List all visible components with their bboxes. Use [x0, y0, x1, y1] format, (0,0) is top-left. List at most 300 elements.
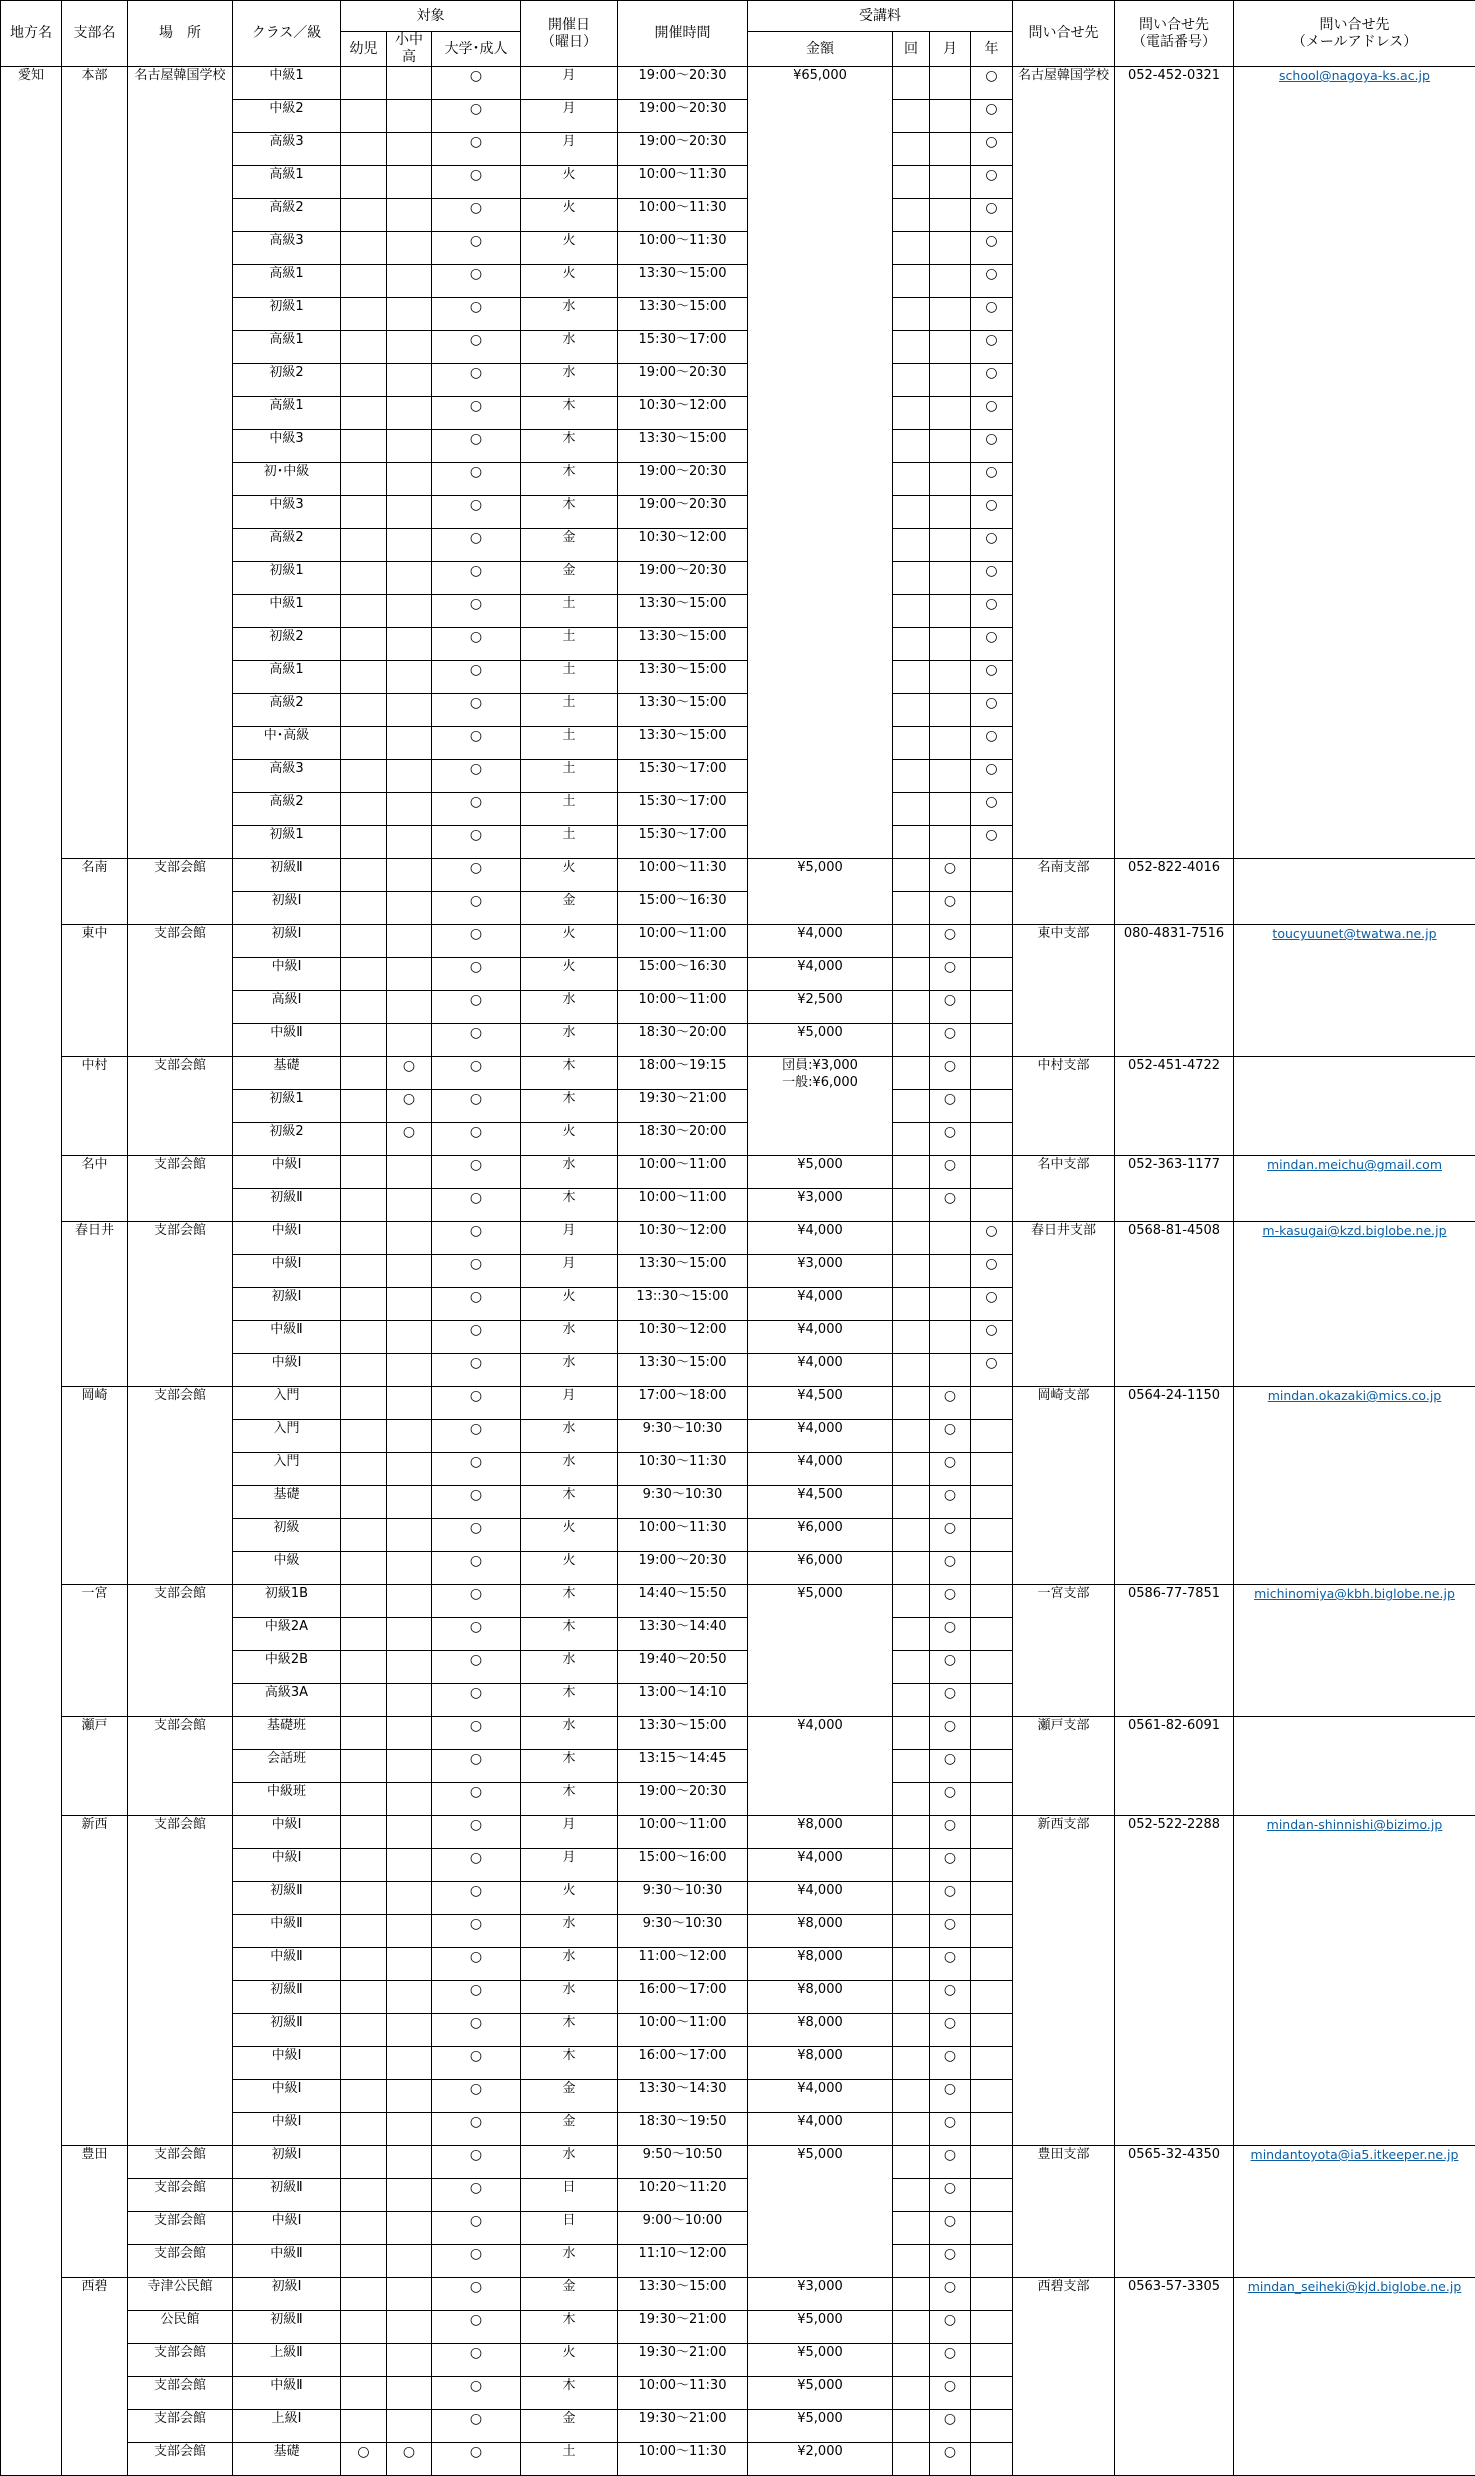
time-cell: 13:30～14:40 — [618, 1618, 748, 1651]
fee-per-month-mark: ○ — [930, 2311, 971, 2344]
time-cell: 10:00～11:30 — [618, 199, 748, 232]
target-child-mark — [341, 2212, 387, 2245]
time-cell: 10:00～11:30 — [618, 2443, 748, 2476]
time-cell: 15:30～17:00 — [618, 826, 748, 859]
class-cell: 基礎 — [233, 1057, 341, 1090]
time-cell: 10:00～11:30 — [618, 1519, 748, 1552]
time-cell: 15:00～16:30 — [618, 892, 748, 925]
target-child-mark — [341, 364, 387, 397]
class-cell: 初級1 — [233, 562, 341, 595]
target-child-mark — [341, 1717, 387, 1750]
time-cell: 10:00～11:00 — [618, 925, 748, 958]
fee-per-year-mark: ○ — [971, 397, 1013, 430]
target-adult-mark: ○ — [432, 826, 521, 859]
fee-per-year-mark: ○ — [971, 133, 1013, 166]
fee-amount-cell: ¥4,000 — [748, 2080, 893, 2113]
target-child-mark — [341, 1651, 387, 1684]
target-adult-mark: ○ — [432, 1222, 521, 1255]
target-adult-mark: ○ — [432, 1189, 521, 1222]
day-cell: 木 — [521, 397, 618, 430]
fee-per-session-mark — [893, 2278, 930, 2311]
class-cell: 中級Ⅱ — [233, 2377, 341, 2410]
fee-per-year-mark — [971, 1717, 1013, 1750]
target-child-mark — [341, 1354, 387, 1387]
time-cell: 13:30～15:00 — [618, 265, 748, 298]
class-cell: 中級3 — [233, 430, 341, 463]
fee-per-month-mark: ○ — [930, 2443, 971, 2476]
fee-per-month-mark — [930, 1354, 971, 1387]
time-cell: 19:00～20:30 — [618, 1783, 748, 1816]
fee-per-session-mark — [893, 1519, 930, 1552]
contact-email-link[interactable]: mindan-shinnishi@bizimo.jp — [1267, 1817, 1443, 1832]
time-cell: 10:00～11:30 — [618, 859, 748, 892]
target-school-mark — [387, 100, 432, 133]
target-school-mark — [387, 1519, 432, 1552]
target-adult-mark: ○ — [432, 892, 521, 925]
time-cell: 13:30～15:00 — [618, 727, 748, 760]
target-child-mark — [341, 595, 387, 628]
class-cell: 初級Ⅱ — [233, 2311, 341, 2344]
fee-per-month-mark: ○ — [930, 1123, 971, 1156]
fee-per-year-mark — [971, 2179, 1013, 2212]
time-cell: 15:30～17:00 — [618, 760, 748, 793]
fee-per-session-mark — [893, 661, 930, 694]
target-school-mark — [387, 2113, 432, 2146]
contact-phone-cell: 052-452-0321 — [1115, 67, 1234, 859]
contact-email-cell — [1234, 2278, 1475, 2476]
contact-cell: 瀬戸支部 — [1013, 1717, 1115, 1816]
table-row — [1, 67, 1475, 100]
fee-per-session-mark — [893, 1552, 930, 1585]
day-cell: 水 — [521, 1321, 618, 1354]
time-cell: 13:30～15:00 — [618, 1354, 748, 1387]
target-school-mark — [387, 2377, 432, 2410]
time-cell: 19:30～21:00 — [618, 2410, 748, 2443]
target-adult-mark: ○ — [432, 1156, 521, 1189]
fee-per-year-mark — [971, 2080, 1013, 2113]
fee-per-month-mark — [930, 265, 971, 298]
fee-per-month-mark — [930, 232, 971, 265]
fee-per-month-mark — [930, 1288, 971, 1321]
fee-per-month-mark — [930, 661, 971, 694]
fee-per-session-mark — [893, 2311, 930, 2344]
target-child-mark — [341, 2080, 387, 2113]
day-cell: 金 — [521, 2080, 618, 2113]
fee-per-month-mark: ○ — [930, 2377, 971, 2410]
place-cell: 支部会館 — [128, 2179, 233, 2212]
target-adult-mark: ○ — [432, 199, 521, 232]
contact-email-cell — [1234, 1156, 1475, 1222]
time-cell: 9:30～10:30 — [618, 1420, 748, 1453]
day-cell: 火 — [521, 1882, 618, 1915]
target-child-mark — [341, 562, 387, 595]
class-cell: 基礎 — [233, 1486, 341, 1519]
target-child-mark — [341, 1453, 387, 1486]
target-school-mark — [387, 925, 432, 958]
target-adult-mark: ○ — [432, 2179, 521, 2212]
target-adult-mark: ○ — [432, 1552, 521, 1585]
fee-per-month-mark: ○ — [930, 892, 971, 925]
fee-per-year-mark — [971, 1750, 1013, 1783]
fee-per-session-mark — [893, 331, 930, 364]
target-adult-mark: ○ — [432, 364, 521, 397]
target-child-mark — [341, 1519, 387, 1552]
day-cell: 土 — [521, 661, 618, 694]
target-adult-mark: ○ — [432, 2146, 521, 2179]
target-child-mark — [341, 1123, 387, 1156]
target-adult-mark: ○ — [432, 1618, 521, 1651]
fee-amount-cell: ¥4,500 — [748, 1387, 893, 1420]
target-child-mark — [341, 958, 387, 991]
target-school-mark — [387, 1981, 432, 2014]
day-cell: 火 — [521, 1123, 618, 1156]
fee-per-session-mark — [893, 67, 930, 100]
target-school-mark — [387, 628, 432, 661]
fee-per-year-mark: ○ — [971, 595, 1013, 628]
contact-cell: 名中支部 — [1013, 1156, 1115, 1222]
fee-per-year-mark — [971, 1519, 1013, 1552]
fee-per-month-mark: ○ — [930, 958, 971, 991]
contact-phone-cell: 052-451-4722 — [1115, 1057, 1234, 1156]
fee-per-year-mark — [971, 1024, 1013, 1057]
fee-amount-cell: ¥4,000 — [748, 1222, 893, 1255]
fee-amount-cell: ¥5,000 — [748, 2146, 893, 2278]
fee-per-month-mark — [930, 397, 971, 430]
target-child-mark — [341, 265, 387, 298]
fee-per-year-mark — [971, 1816, 1013, 1849]
class-cell: 中級Ⅰ — [233, 2212, 341, 2245]
fee-per-month-mark: ○ — [930, 2047, 971, 2080]
fee-per-year-mark — [971, 2377, 1013, 2410]
place-cell: 支部会館 — [128, 1387, 233, 1585]
day-cell: 金 — [521, 892, 618, 925]
fee-per-year-mark — [971, 1486, 1013, 1519]
fee-per-session-mark — [893, 430, 930, 463]
class-cell: 高級Ⅰ — [233, 991, 341, 1024]
class-cell: 中級Ⅱ — [233, 2245, 341, 2278]
target-school-mark — [387, 2080, 432, 2113]
class-cell: 入門 — [233, 1387, 341, 1420]
fee-per-year-mark: ○ — [971, 199, 1013, 232]
fee-per-month-mark: ○ — [930, 1849, 971, 1882]
contact-email-cell — [1234, 1816, 1475, 2146]
target-school-mark — [387, 1453, 432, 1486]
target-school-mark — [387, 2014, 432, 2047]
day-cell: 火 — [521, 1552, 618, 1585]
branch-cell: 名南 — [62, 859, 128, 925]
day-cell: 水 — [521, 1981, 618, 2014]
fee-per-session-mark — [893, 1882, 930, 1915]
target-school-mark — [387, 2212, 432, 2245]
day-cell: 水 — [521, 1915, 618, 1948]
class-cell: 中級Ⅱ — [233, 1321, 341, 1354]
time-cell: 16:00～17:00 — [618, 2047, 748, 2080]
class-cell: 中級Ⅰ — [233, 1354, 341, 1387]
fee-per-session-mark — [893, 1354, 930, 1387]
target-adult-mark: ○ — [432, 232, 521, 265]
contact-email-cell — [1234, 1222, 1475, 1387]
day-cell: 木 — [521, 1090, 618, 1123]
day-cell: 水 — [521, 1354, 618, 1387]
place-cell: 支部会館 — [128, 2377, 233, 2410]
fee-amount-cell: ¥2,000 — [748, 2443, 893, 2476]
target-adult-mark: ○ — [432, 2113, 521, 2146]
target-adult-mark: ○ — [432, 628, 521, 661]
target-child-mark — [341, 2377, 387, 2410]
day-cell: 水 — [521, 1156, 618, 1189]
fee-per-year-mark — [971, 1420, 1013, 1453]
target-child-mark — [341, 859, 387, 892]
branch-cell: 新西 — [62, 1816, 128, 2146]
target-adult-mark: ○ — [432, 133, 521, 166]
contact-email-cell — [1234, 1057, 1475, 1156]
target-child-mark — [341, 2410, 387, 2443]
fee-per-month-mark: ○ — [930, 1420, 971, 1453]
day-cell: 金 — [521, 2278, 618, 2311]
fee-per-month-mark — [930, 496, 971, 529]
class-cell: 初級Ⅰ — [233, 1288, 341, 1321]
class-cell: 初級Ⅱ — [233, 2179, 341, 2212]
target-school-mark — [387, 496, 432, 529]
class-cell: 初級2 — [233, 1123, 341, 1156]
fee-per-year-mark: ○ — [971, 430, 1013, 463]
fee-per-session-mark — [893, 1684, 930, 1717]
fee-per-session-mark — [893, 2080, 930, 2113]
target-adult-mark: ○ — [432, 430, 521, 463]
class-cell: 高級2 — [233, 694, 341, 727]
target-school-mark — [387, 1189, 432, 1222]
target-child-mark — [341, 694, 387, 727]
table-row — [1, 2278, 1475, 2311]
target-adult-mark: ○ — [432, 2377, 521, 2410]
fee-per-session-mark — [893, 2344, 930, 2377]
contact-phone-cell: 052-363-1177 — [1115, 1156, 1234, 1222]
day-cell: 金 — [521, 562, 618, 595]
target-child-mark — [341, 166, 387, 199]
time-cell: 13:00～14:10 — [618, 1684, 748, 1717]
target-adult-mark: ○ — [432, 496, 521, 529]
fee-per-month-mark: ○ — [930, 1189, 971, 1222]
class-cell: 上級Ⅰ — [233, 2410, 341, 2443]
time-cell: 19:00～20:30 — [618, 67, 748, 100]
fee-per-year-mark — [971, 1123, 1013, 1156]
fee-per-session-mark — [893, 1750, 930, 1783]
fee-per-month-mark: ○ — [930, 925, 971, 958]
contact-email-cell — [1234, 1585, 1475, 1717]
fee-amount-cell: ¥4,000 — [748, 1321, 893, 1354]
target-school-mark — [387, 2179, 432, 2212]
fee-per-year-mark — [971, 1882, 1013, 1915]
fee-per-month-mark — [930, 628, 971, 661]
fee-amount-cell: ¥5,000 — [748, 1024, 893, 1057]
contact-email-link[interactable]: michinomiya@kbh.biglobe.ne.jp — [1254, 1586, 1455, 1601]
day-cell: 火 — [521, 232, 618, 265]
place-cell: 支部会館 — [128, 2344, 233, 2377]
fee-amount-cell: ¥3,000 — [748, 1255, 893, 1288]
target-child-mark — [341, 2047, 387, 2080]
fee-per-month-mark — [930, 1255, 971, 1288]
target-school-mark — [387, 1849, 432, 1882]
target-adult-mark: ○ — [432, 1651, 521, 1684]
time-cell: 13:30～15:00 — [618, 595, 748, 628]
time-cell: 10:30～12:00 — [618, 1321, 748, 1354]
fee-per-session-mark — [893, 1420, 930, 1453]
fee-per-year-mark — [971, 2344, 1013, 2377]
day-cell: 月 — [521, 1816, 618, 1849]
class-cell: 高級3A — [233, 1684, 341, 1717]
class-cell: 高級1 — [233, 661, 341, 694]
day-cell: 水 — [521, 2245, 618, 2278]
fee-per-month-mark: ○ — [930, 2245, 971, 2278]
fee-per-year-mark: ○ — [971, 1222, 1013, 1255]
fee-per-month-mark: ○ — [930, 1948, 971, 1981]
fee-per-session-mark — [893, 1816, 930, 1849]
time-cell: 19:00～20:30 — [618, 100, 748, 133]
fee-per-year-mark — [971, 1618, 1013, 1651]
time-cell: 19:00～20:30 — [618, 1552, 748, 1585]
contact-cell: 岡崎支部 — [1013, 1387, 1115, 1585]
contact-email-link[interactable]: toucyuunet@twatwa.ne.jp — [1272, 926, 1436, 941]
fee-per-month-mark — [930, 133, 971, 166]
fee-per-year-mark — [971, 1948, 1013, 1981]
fee-per-session-mark — [893, 1321, 930, 1354]
place-cell: 支部会館 — [128, 2245, 233, 2278]
fee-per-year-mark: ○ — [971, 364, 1013, 397]
contact-email-link[interactable]: mindan.meichu@gmail.com — [1267, 1157, 1442, 1172]
target-child-mark — [341, 133, 387, 166]
contact-email-link[interactable]: school@nagoya-ks.ac.jp — [1279, 68, 1430, 83]
target-child-mark — [341, 1915, 387, 1948]
fee-amount-cell: ¥4,000 — [748, 1354, 893, 1387]
day-cell: 月 — [521, 133, 618, 166]
fee-per-session-mark — [893, 2245, 930, 2278]
fee-amount-cell: ¥6,000 — [748, 1519, 893, 1552]
fee-amount-cell: ¥3,000 — [748, 1189, 893, 1222]
fee-per-session-mark — [893, 133, 930, 166]
target-adult-mark: ○ — [432, 1981, 521, 2014]
contact-email-link[interactable]: mindan_seiheki@kjd.biglobe.ne.jp — [1248, 2279, 1462, 2294]
place-cell: 支部会館 — [128, 2443, 233, 2476]
target-child-mark — [341, 232, 387, 265]
fee-per-session-mark — [893, 100, 930, 133]
fee-per-session-mark — [893, 1222, 930, 1255]
place-cell: 支部会館 — [128, 2212, 233, 2245]
class-cell: 入門 — [233, 1420, 341, 1453]
header-target: 対象 — [341, 1, 521, 32]
fee-per-session-mark — [893, 958, 930, 991]
header-contact-phone: 問い合せ先 （電話番号） — [1115, 1, 1234, 67]
fee-amount-cell: ¥4,000 — [748, 1882, 893, 1915]
day-cell: 木 — [521, 1486, 618, 1519]
class-cell: 初級Ⅰ — [233, 2146, 341, 2179]
fee-per-month-mark: ○ — [930, 1882, 971, 1915]
target-child-mark — [341, 1024, 387, 1057]
target-school-mark — [387, 1618, 432, 1651]
contact-email-link[interactable]: m-kasugai@kzd.biglobe.ne.jp — [1262, 1223, 1446, 1238]
contact-email-link[interactable]: mindantoyota@ia5.itkeeper.ne.jp — [1251, 2147, 1459, 2162]
place-cell: 支部会館 — [128, 1585, 233, 1717]
fee-per-year-mark — [971, 991, 1013, 1024]
fee-per-session-mark — [893, 199, 930, 232]
header-target-child: 幼児 — [341, 32, 387, 67]
fee-per-month-mark — [930, 727, 971, 760]
fee-per-session-mark — [893, 991, 930, 1024]
time-cell: 13:30～15:00 — [618, 628, 748, 661]
fee-per-session-mark — [893, 562, 930, 595]
day-cell: 木 — [521, 430, 618, 463]
target-school-mark — [387, 1948, 432, 1981]
target-adult-mark: ○ — [432, 2443, 521, 2476]
target-child-mark — [341, 463, 387, 496]
fee-per-session-mark — [893, 1255, 930, 1288]
target-adult-mark: ○ — [432, 2410, 521, 2443]
fee-per-month-mark: ○ — [930, 2146, 971, 2179]
fee-per-month-mark — [930, 331, 971, 364]
time-cell: 10:00～11:00 — [618, 2014, 748, 2047]
time-cell: 13:30～14:30 — [618, 2080, 748, 2113]
fee-per-session-mark — [893, 1123, 930, 1156]
target-child-mark — [341, 199, 387, 232]
target-school-mark — [387, 265, 432, 298]
contact-cell: 豊田支部 — [1013, 2146, 1115, 2278]
fee-per-session-mark — [893, 265, 930, 298]
target-school-mark — [387, 1255, 432, 1288]
time-cell: 10:30～12:00 — [618, 1222, 748, 1255]
fee-per-session-mark — [893, 1783, 930, 1816]
fee-per-month-mark — [930, 793, 971, 826]
day-cell: 水 — [521, 1024, 618, 1057]
fee-per-session-mark — [893, 859, 930, 892]
target-adult-mark: ○ — [432, 1519, 521, 1552]
fee-amount-cell: ¥4,000 — [748, 1288, 893, 1321]
target-adult-mark: ○ — [432, 2245, 521, 2278]
class-cell: 中級Ⅱ — [233, 1948, 341, 1981]
target-school-mark — [387, 727, 432, 760]
fee-amount-cell: ¥5,000 — [748, 2311, 893, 2344]
fee-per-year-mark: ○ — [971, 100, 1013, 133]
fee-per-year-mark: ○ — [971, 1354, 1013, 1387]
header-region: 地方名 — [1, 1, 62, 67]
class-cell: 高級3 — [233, 133, 341, 166]
fee-per-session-mark — [893, 1717, 930, 1750]
contact-cell: 中村支部 — [1013, 1057, 1115, 1156]
fee-amount-cell: ¥2,500 — [748, 991, 893, 1024]
place-cell: 支部会館 — [128, 859, 233, 925]
class-cell: 初級Ⅱ — [233, 859, 341, 892]
target-school-mark: ○ — [387, 1123, 432, 1156]
day-cell: 土 — [521, 760, 618, 793]
time-cell: 18:30～19:50 — [618, 2113, 748, 2146]
contact-email-link[interactable]: mindan.okazaki@mics.co.jp — [1268, 1388, 1442, 1403]
target-adult-mark: ○ — [432, 595, 521, 628]
fee-amount-cell: ¥5,000 — [748, 2344, 893, 2377]
class-cell: 初級2 — [233, 364, 341, 397]
contact-phone-cell: 0565-32-4350 — [1115, 2146, 1234, 2278]
day-cell: 月 — [521, 1222, 618, 1255]
branch-cell: 一宮 — [62, 1585, 128, 1717]
target-adult-mark: ○ — [432, 925, 521, 958]
fee-per-year-mark: ○ — [971, 232, 1013, 265]
day-cell: 火 — [521, 1519, 618, 1552]
branch-cell: 本部 — [62, 67, 128, 859]
target-school-mark — [387, 562, 432, 595]
time-cell: 13:30～15:00 — [618, 298, 748, 331]
target-child-mark — [341, 1255, 387, 1288]
time-cell: 19:30～21:00 — [618, 2311, 748, 2344]
target-school-mark — [387, 166, 432, 199]
class-cell: 中級Ⅰ — [233, 1816, 341, 1849]
target-adult-mark: ○ — [432, 958, 521, 991]
